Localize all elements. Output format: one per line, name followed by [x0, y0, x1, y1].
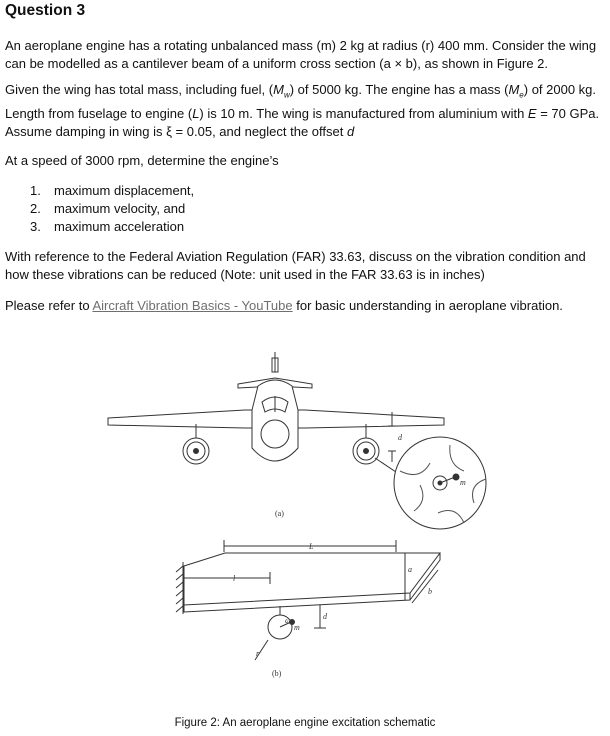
figure-label-d-b: d — [323, 612, 327, 621]
figure-label-L: L — [309, 542, 314, 551]
list-item: 2. maximum velocity, and — [30, 201, 186, 216]
figure-label-l: l — [233, 574, 236, 583]
figure-label-b-dim: b — [428, 587, 432, 596]
figure-label-m-b: m — [294, 623, 300, 632]
list-item: 3. maximum acceleration — [30, 219, 185, 234]
cantilever-beam-drawing — [176, 540, 440, 660]
question-title: Question 3 — [5, 2, 86, 19]
paragraph-problem-statement: An aeroplane engine has a rotating unbalanced mass (m) 2 kg at radius (r) 400 mm. Consider the wing can be modelled as a cantilever beam of a uniform cross section (a × b), as shown in Figure 2. — [5, 38, 597, 71]
list-item: 1. maximum displacement, — [30, 183, 195, 198]
figure-label-a-dim: a — [408, 565, 412, 574]
figure-caption: Figure 2: An aeroplane engine excitation schematic — [174, 717, 436, 729]
figure-label-b: (b) — [272, 669, 282, 678]
figure-label-a: (a) — [275, 509, 284, 518]
figure-label-omega: ω — [285, 616, 291, 625]
paragraph-given-data: Given the wing has total mass, including fuel, $(M_w)$ of 5000 kg. The engine has a mass $(M_e)$ of 2000 kg. Length from fuselage to engine (L) is 10 m. The wing is manufactured from aluminium with E = 70 GPa. Assume damping in wing is ξ = 0.05, and neglect the offset d — [5, 82, 600, 139]
youtube-link[interactable]: Aircraft Vibration Basics - YouTube — [92, 298, 293, 313]
paragraph-far-regulation: With reference to the Federal Aviation Regulation (FAR) 33.63, discuss on the vibration condition and how these vibrations can be reduced (Note: unit used in the FAR 33.63 is in inches) — [5, 249, 586, 282]
paragraph-speed: At a speed of 3000 rpm, determine the engine’s — [5, 153, 279, 168]
figure-label-m: m — [460, 478, 466, 487]
aeroplane-drawing — [108, 352, 486, 529]
figure-label-r: r — [256, 649, 260, 658]
figure-label-d: d — [398, 433, 402, 442]
paragraph-reference: Please refer to Aircraft Vibration Basics - YouTube for basic understanding in aeroplane vibration. — [5, 298, 563, 313]
